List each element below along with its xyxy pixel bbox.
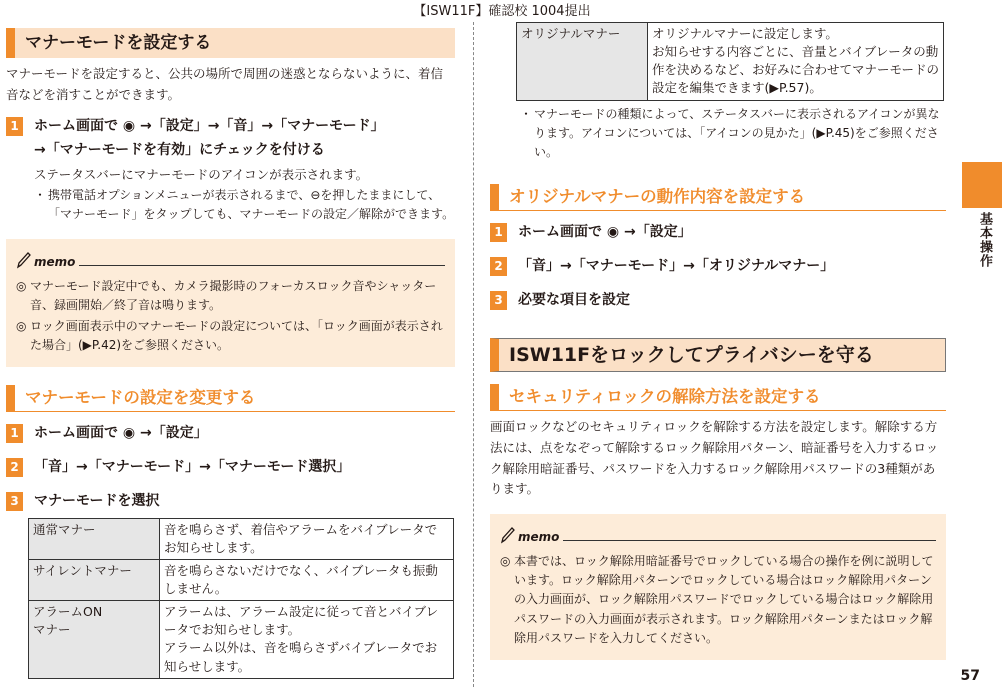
step-text: ホーム画面で ◉ →「設定」→「音」→「マナーモード」 xyxy=(34,118,385,135)
step-number: 1 xyxy=(490,223,507,242)
section-heading: ISW11Fをロックしてプライバシーを守る xyxy=(490,338,946,372)
step-body xyxy=(34,115,385,163)
memo-text: 本書では、ロック解除用暗証番号でロックしている場合の操作を例に説明しています。ロック解除用パターンでロックしている場合はロック解除用パターンの入力画面が、ロック解除用パスワードでロックしている場合はロック解除用パスワードの入力画面が表示されます。ロック解除用パターンまたはロック解除用パスワードを入力してください。 xyxy=(514,553,934,645)
table-row xyxy=(517,23,944,101)
memo-title: memo xyxy=(34,254,76,269)
memo-item xyxy=(500,552,936,648)
bullet-text: 携帯電話オプションメニューが表示されるまで、⊖を押したままにして、「マナーモード」をタップしても、マナーモードの設定／解除ができます。 xyxy=(48,188,455,222)
step-1 xyxy=(6,422,455,446)
subsection-heading: オリジナルマナーの動作内容を設定する xyxy=(490,184,946,211)
step-text-continued: →「マナーモードを有効」にチェックを付ける xyxy=(34,142,325,159)
step-text: 「音」→「マナーモード」→「オリジナルマナー」 xyxy=(518,257,835,274)
page-header: 【ISW11F】確認校 1004提出 xyxy=(413,4,591,19)
section-tab-marker xyxy=(962,162,1002,208)
bullet-dot: ・ xyxy=(34,188,47,203)
memo-header xyxy=(500,522,936,544)
memo-title: memo xyxy=(518,529,560,544)
step-description: ステータスバーにマナーモードのアイコンが表示されます。 xyxy=(34,166,369,182)
memo-header xyxy=(16,247,445,269)
mode-desc-cell: オリジナルマナーに設定します。 お知らせする内容ごとに、音量とバイブレータの動作を決めるなど、お好みに合わせてマナーモードの設定を編集できます(▶P.57)。 xyxy=(648,23,944,101)
step-number: 1 xyxy=(6,117,23,136)
pencil-icon xyxy=(500,526,516,544)
manner-mode-table-continued xyxy=(516,22,944,101)
right-column xyxy=(490,22,946,660)
memo-text: マナーモード設定中でも、カメラ撮影時のフォーカスロック音やシャッター音、録画開始／終了音は鳴ります。 xyxy=(30,278,437,312)
step-text: ホーム画面で ◉ →「設定」 xyxy=(518,224,692,241)
step-number: 3 xyxy=(490,291,507,310)
memo-text: ロック画面表示中のマナーモードの設定については、「ロック画面が表示された場合」(▶P.42)をご参照ください。 xyxy=(30,318,443,353)
step-number: 1 xyxy=(6,424,23,443)
step-text: 必要な項目を設定 xyxy=(518,291,630,308)
table-row xyxy=(29,559,454,600)
mode-desc-cell: 音を鳴らさず、着信やアラームをバイブレータでお知らせします。 xyxy=(160,518,454,559)
step-text: マナーモードを選択 xyxy=(34,492,160,509)
bullet-dot: ・ xyxy=(520,106,533,121)
table-row xyxy=(29,518,454,559)
column-divider xyxy=(473,22,474,687)
memo-box xyxy=(490,514,946,660)
memo-item xyxy=(16,277,445,315)
mode-name-cell: サイレントマナー xyxy=(29,559,160,600)
section-tab-label: 基本操作 xyxy=(977,212,992,268)
left-column xyxy=(6,28,455,679)
step-3 xyxy=(490,289,946,313)
table-row xyxy=(29,601,454,679)
step-number: 2 xyxy=(6,458,23,477)
step-3 xyxy=(6,490,455,514)
step-number: 2 xyxy=(490,257,507,276)
manner-mode-table xyxy=(28,518,454,679)
memo-mark: ◎ xyxy=(16,318,27,333)
bullet-text: マナーモードの種類によって、ステータスバーに表示されるアイコンが異なります。アイコンについては、「アイコンの見かた」(▶P.45)をご参照ください。 xyxy=(534,106,940,159)
mode-name-cell: 通常マナー xyxy=(29,518,160,559)
note-bullet xyxy=(34,186,455,224)
step-text: 「音」→「マナーモード」→「マナーモード選択」 xyxy=(34,459,351,476)
mode-name-cell: オリジナルマナー xyxy=(517,23,648,101)
mode-desc-cell: アラームは、アラーム設定に従って音とバイブレータでお知らせします。 アラーム以外は、音を鳴らさずバイブレータでお知らせします。 xyxy=(160,601,454,679)
intro-paragraph: マナーモードを設定すると、公共の場所で周囲の迷惑とならないように、着信音などを消すことができます。 xyxy=(6,66,444,102)
memo-box xyxy=(6,239,455,368)
mode-desc-cell: 音を鳴らさないだけでなく、バイブレータも振動しません。 xyxy=(160,559,454,600)
step-1 xyxy=(490,221,946,245)
pencil-icon xyxy=(16,251,32,269)
lock-method-paragraph: 画面ロックなどのセキュリティロックを解除する方法を設定します。解除する方法には、点をなぞって解除するロック解除用パターン、暗証番号を入力するロック解除用暗証番号、パスワードを入力するロック解除用パスワードの3種類があります。 xyxy=(490,419,939,497)
step-2 xyxy=(490,255,946,279)
step-2 xyxy=(6,456,455,480)
page-number: 57 xyxy=(960,668,980,685)
mode-name-cell: アラームON マナー xyxy=(29,601,160,679)
memo-item xyxy=(16,317,445,355)
subsection-heading: マナーモードの設定を変更する xyxy=(6,385,455,412)
memo-mark: ◎ xyxy=(500,553,511,568)
step-text: ホーム画面で ◉ →「設定」 xyxy=(34,425,208,442)
step-number: 3 xyxy=(6,492,23,511)
step-1 xyxy=(6,115,455,163)
subsection-heading: セキュリティロックの解除方法を設定する xyxy=(490,384,946,411)
memo-rule xyxy=(563,540,936,541)
memo-mark: ◎ xyxy=(16,278,27,293)
memo-rule xyxy=(79,265,445,266)
note-bullet xyxy=(520,105,946,163)
section-heading: マナーモードを設定する xyxy=(6,28,455,58)
